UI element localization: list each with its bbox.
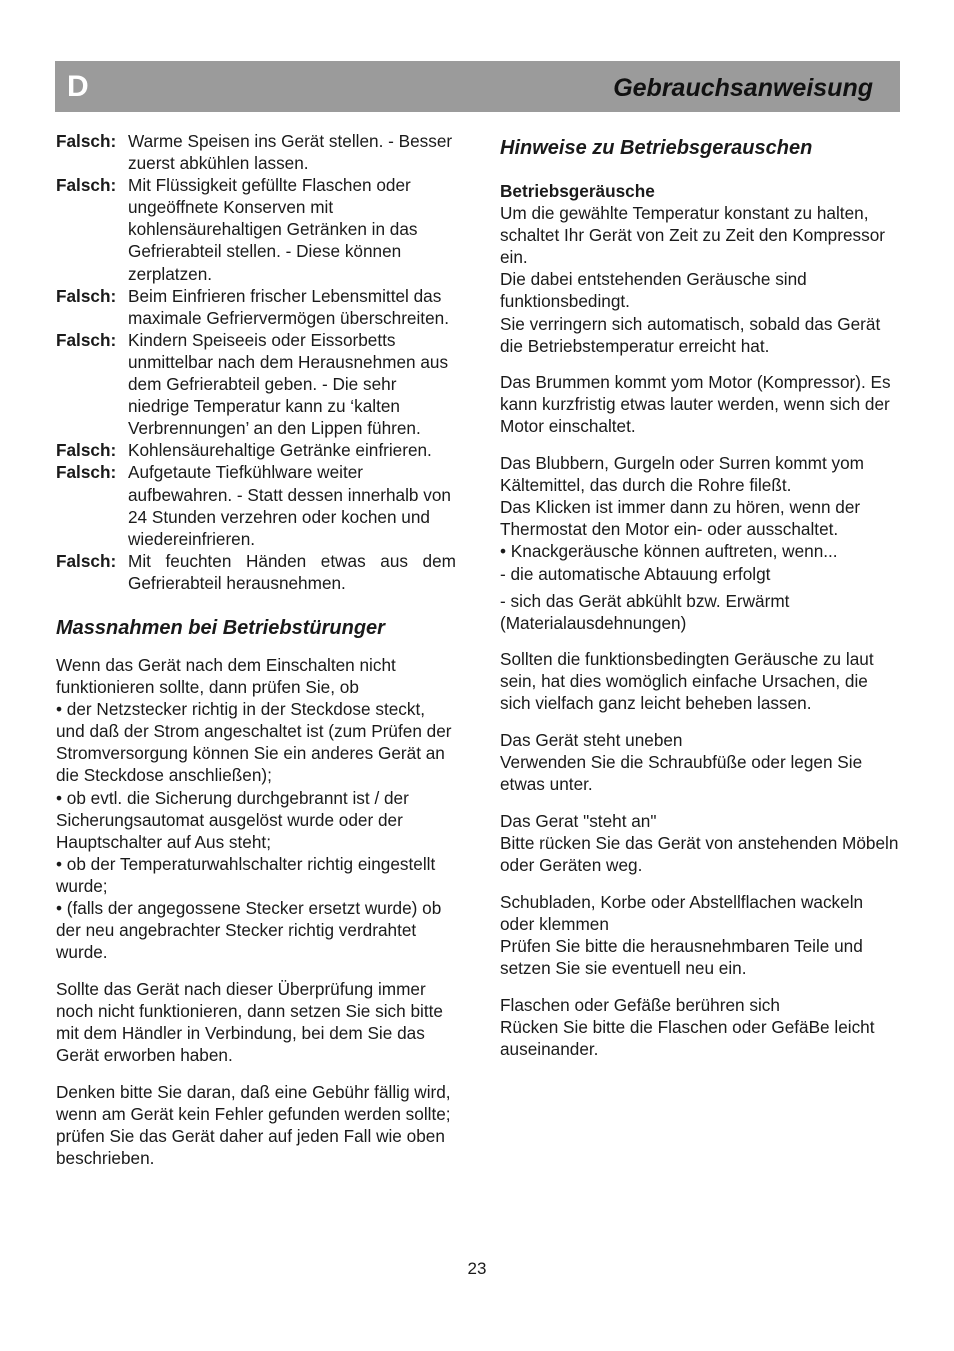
paragraph: Prüfen Sie bitte die herausnehmbaren Teile und setzen Sie sie eventuell neu ein.	[500, 935, 863, 978]
paragraph: Wenn das Gerät nach dem Einschalten nicht funktionieren sollte, dann prüfen Sie, ob	[56, 654, 396, 698]
warning-item	[56, 550, 456, 594]
warning-item	[56, 174, 456, 284]
right-column	[500, 134, 900, 1060]
warning-label: Falsch:	[56, 550, 117, 571]
warning-text: Beim Einfrieren frischer Lebensmittel das maximale Gefriervermögen überschreiten.	[128, 285, 449, 328]
bullet-item: • der Netzstecker richtig in der Steckdose steckt, und daß der Strom angeschaltet ist (zum Prüfen der Stromversorgung können Sie ein anderes Gerät an die Steckdose anschließen);	[56, 699, 452, 786]
paragraph: Das Gerät steht uneben	[500, 730, 683, 751]
paragraph-group	[500, 729, 900, 795]
bullet-item: • Knackgeräusche können auftreten, wenn...	[500, 541, 838, 562]
paragraph: Flaschen oder Gefäße berühren sich	[500, 994, 780, 1015]
paragraph: Das Brummen kommt yom Motor (Kompressor). Es kann kurzfristig etwas lauter werden, wenn sich der Motor einschaltet.	[500, 372, 891, 437]
paragraph: Das Klicken ist immer dann zu hören, wenn der Thermostat den Motor ein- oder ausschaltet.	[500, 497, 861, 540]
paragraph-group	[500, 810, 900, 876]
page-header	[55, 61, 900, 112]
paragraph: Die dabei entstehenden Geräusche sind funktionsbedingt.	[500, 269, 807, 312]
paragraph: Schubladen, Korbe oder Abstellflachen wackeln oder klemmen	[500, 891, 864, 934]
section-heading-malfunctions: Massnahmen bei Betriebstürunger	[56, 616, 385, 639]
paragraph: Bitte rücken Sie das Gerät von anstehenden Möbeln oder Geräten weg.	[500, 832, 899, 876]
list-item: - die automatische Abtauung erfolgt	[500, 563, 771, 584]
paragraph: Denken bitte Sie daran, daß eine Gebühr fällig wird, wenn am Gerät kein Fehler gefunden werden sollte; prüfen Sie das Gerät daher auf jeden Fall wie oben beschrieben.	[56, 1081, 451, 1168]
page-number: 23	[467, 1259, 487, 1278]
warning-text: Kindern Speiseeis oder Eissorbetts unmittelbar nach dem Herausnehmen aus dem Gefrierabteil geben. - Die sehr niedrige Temperatur kann zu ‘kalten Verbrennungen’ an den Lippen führen.	[128, 329, 449, 439]
warning-item	[56, 439, 456, 461]
section-heading-noises: Hinweise zu Betriebsgerauschen	[500, 137, 813, 159]
warning-label: Falsch:	[56, 329, 117, 350]
warning-text: Aufgetaute Tiefkühlware weiter aufbewahren. - Statt dessen innerhalb von 24 Stunden verzehren oder kochen und wiedereinfrieren.	[128, 462, 451, 549]
subheading: Betriebsgeräusche	[500, 181, 655, 201]
paragraph: Rücken Sie bitte die Flaschen oder GefäBe leicht auseinander.	[500, 1016, 875, 1059]
warning-text: Mit feuchten Händen etwas aus dem Gefrierabteil herausnehmen.	[128, 550, 456, 593]
warning-item	[56, 130, 456, 174]
list-item: - sich das Gerät abkühlt bzw. Erwärmt (Materialausdehnungen)	[500, 590, 790, 633]
bullet-item: • (falls der angegossene Stecker ersetzt wurde) ob der neu angebrachter Stecker richtig verdrahtet wurde.	[56, 898, 442, 963]
warning-text: Kohlensäurehaltige Getränke einfrieren.	[128, 440, 432, 461]
warning-item	[56, 285, 456, 329]
warning-label: Falsch:	[56, 462, 117, 483]
paragraph: Sie verringern sich automatisch, sobald das Gerät die Betriebstemperatur erreicht hat.	[500, 313, 881, 356]
warning-text: Warme Speisen ins Gerät stellen. - Besser zuerst abkühlen lassen.	[128, 131, 453, 174]
language-code: D	[67, 70, 89, 103]
warning-label: Falsch:	[56, 285, 117, 306]
paragraph: Das Blubbern, Gurgeln oder Surren kommt yom Kältemittel, das durch die Rohre fileßt.	[500, 453, 864, 496]
paragraph-group	[500, 452, 900, 585]
paragraph: Sollten die funktionsbedingten Geräusche zu laut sein, hat dies womöglich einfache Ursachen, die sich vielfach ganz leicht beheben lassen.	[500, 649, 874, 714]
warning-label: Falsch:	[56, 440, 117, 461]
header-title: Gebrauchsanweisung	[613, 74, 873, 102]
warning-item	[56, 329, 456, 439]
paragraph-group	[500, 994, 900, 1060]
bullet-item: • ob der Temperaturwahlschalter richtig eingestellt wurde;	[56, 853, 436, 896]
warning-text: Mit Flüssigkeit gefüllte Flaschen oder ungeöffnete Konserven mit kohlensäurehaltigen Getränken in das Gefrierabteil stellen. - Diese können zerplatzen.	[128, 175, 418, 284]
paragraph: Sollte das Gerät nach dieser Überprüfung immer noch nicht funktionieren, dann setzen Sie sich bitte mit dem Händler in Verbindung, bei dem Sie das Gerät erworben haben.	[56, 978, 443, 1066]
warning-label: Falsch:	[56, 175, 117, 196]
warning-label: Falsch:	[56, 131, 117, 151]
paragraph-group	[500, 891, 900, 979]
warning-item	[56, 461, 456, 549]
bullet-item: • ob evtl. die Sicherung durchgebrannt ist / der Sicherungsautomat ausgelöst wurde oder der Hauptschalter auf Aus steht;	[56, 787, 409, 852]
paragraph: Verwenden Sie die Schraubfüße oder legen Sie etwas unter.	[500, 752, 863, 795]
left-column	[56, 130, 456, 1169]
paragraph: Um die gewählte Temperatur konstant zu halten, schaltet Ihr Gerät von Zeit zu Zeit den Kompressor ein.	[500, 203, 885, 268]
paragraph: Das Gerat "steht an"	[500, 810, 657, 831]
